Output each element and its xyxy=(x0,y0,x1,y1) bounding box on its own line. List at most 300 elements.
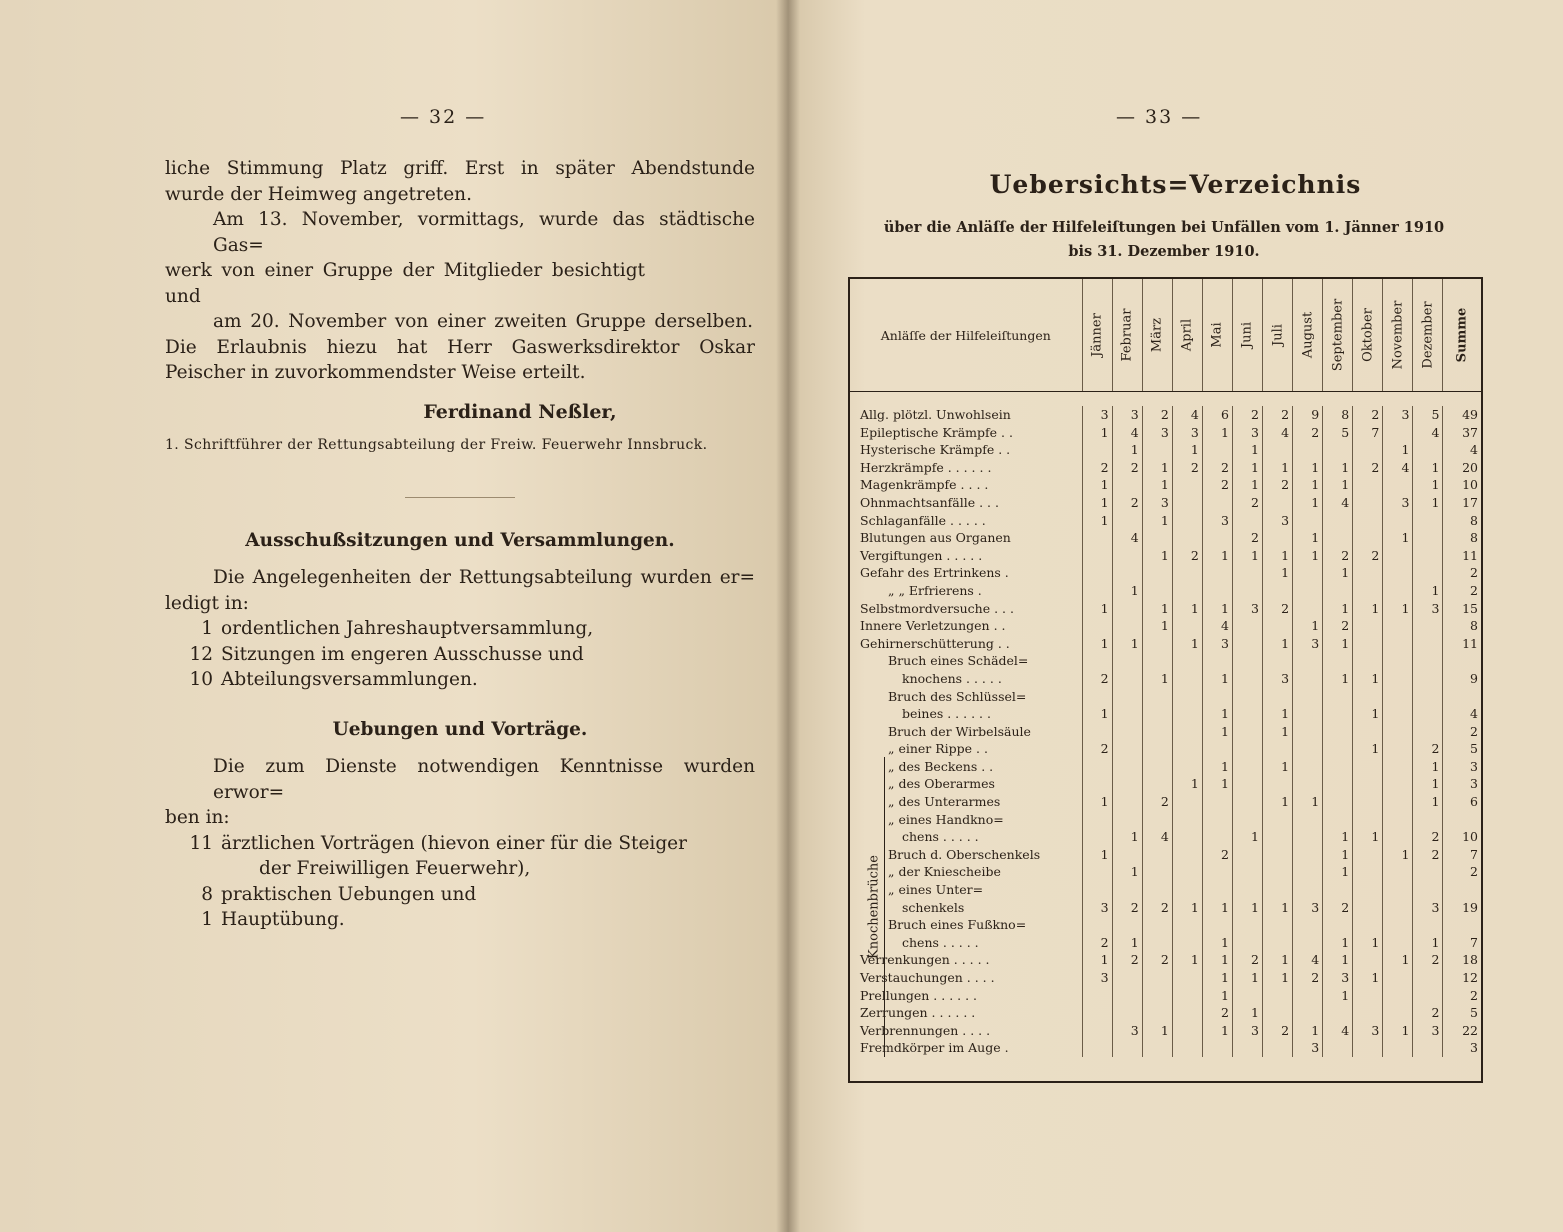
table-cell: 1 xyxy=(1263,459,1293,477)
right-page xyxy=(788,0,1563,1232)
table-cell: 1 xyxy=(1232,476,1262,494)
table-cell: 2 xyxy=(1112,899,1142,917)
table-cell xyxy=(1323,916,1353,934)
table-cell: 1 xyxy=(1112,635,1142,653)
table-cell: 3 xyxy=(1413,1022,1443,1040)
table-cell: 1 xyxy=(1323,863,1353,881)
table-cell xyxy=(1293,670,1323,688)
table-cell xyxy=(1112,617,1142,635)
table-cell xyxy=(1142,775,1172,793)
table-cell: 2 xyxy=(1413,740,1443,758)
table-cell xyxy=(1293,441,1323,459)
table-cell: 1 xyxy=(1323,670,1353,688)
list-item: 8 praktischen Uebungen und xyxy=(201,883,477,905)
table-cell: 1 xyxy=(1293,793,1323,811)
table-cell: 1 xyxy=(1293,1022,1323,1040)
table-cell xyxy=(1293,863,1323,881)
table-cell: 2 xyxy=(1082,670,1112,688)
table-cell: 1 xyxy=(1353,670,1383,688)
table-cell: 2 xyxy=(1232,951,1262,969)
sum-cell: 5 xyxy=(1470,1005,1478,1021)
table-cell: 3 xyxy=(1383,406,1413,424)
table-cell: 9 xyxy=(1293,406,1323,424)
table-cell: 3 xyxy=(1232,424,1262,442)
table-cell xyxy=(1112,846,1142,864)
table-cell xyxy=(1353,723,1383,741)
table-row xyxy=(850,1039,1481,1057)
text-line: werk von einer Gruppe der Mitglieder besichtigt und xyxy=(165,260,645,307)
table-cell: 2 xyxy=(1112,951,1142,969)
table-cell: 3 xyxy=(1112,406,1142,424)
sum-cell: 11 xyxy=(1462,635,1478,651)
table-cell xyxy=(1293,564,1323,582)
month-header xyxy=(1172,279,1202,392)
table-cell: 1 xyxy=(1202,969,1232,987)
table-cell xyxy=(1263,617,1293,635)
table-row xyxy=(850,934,1481,952)
row-label: Zerrungen . . . . . . xyxy=(850,1004,1082,1022)
table-row xyxy=(850,441,1481,459)
table-cell xyxy=(1353,846,1383,864)
table-cell: 1 xyxy=(1112,934,1142,952)
table-cell: 2 xyxy=(1232,529,1262,547)
row-label: Bruch der Wirbelsäule xyxy=(850,723,1082,741)
table-cell xyxy=(1413,688,1443,706)
table-cell xyxy=(1413,969,1443,987)
row-label: Bruch eines Schädel= xyxy=(850,652,1082,670)
table-cell xyxy=(1232,582,1262,600)
table-cell: 1 xyxy=(1263,723,1293,741)
table-cell xyxy=(1172,512,1202,530)
table-cell xyxy=(1142,740,1172,758)
table-row xyxy=(850,547,1481,565)
table-cell: 1 xyxy=(1232,547,1262,565)
table-cell: 1 xyxy=(1293,617,1323,635)
table-cell: 1 xyxy=(1413,494,1443,512)
table-cell xyxy=(1293,811,1323,829)
month-label: März xyxy=(1149,317,1165,353)
sum-cell xyxy=(1443,652,1481,670)
table-cell: 4 xyxy=(1263,424,1293,442)
table-cell: 1 xyxy=(1112,582,1142,600)
table-cell: 1 xyxy=(1112,828,1142,846)
sum-cell: 10 xyxy=(1462,477,1478,493)
table-cell: 1 xyxy=(1232,828,1262,846)
table-cell: 1 xyxy=(1383,441,1413,459)
row-label: „ einer Rippe . . xyxy=(850,740,1082,758)
table-cell xyxy=(1413,705,1443,723)
table-cell xyxy=(1383,758,1413,776)
sum-cell: 19 xyxy=(1462,899,1478,915)
table-cell xyxy=(1082,881,1112,899)
table-cell xyxy=(1172,793,1202,811)
table-cell: 2 xyxy=(1413,951,1443,969)
row-label: Magenkrämpfe . . . . xyxy=(850,476,1082,494)
table-cell: 4 xyxy=(1413,424,1443,442)
table-row xyxy=(850,846,1481,864)
table-cell xyxy=(1353,811,1383,829)
table-cell xyxy=(1172,564,1202,582)
table-cell xyxy=(1232,934,1262,952)
table-cell xyxy=(1202,652,1232,670)
table-cell xyxy=(1232,512,1262,530)
table-cell: 1 xyxy=(1172,441,1202,459)
table-cell: 3 xyxy=(1112,1022,1142,1040)
row-label: „ des Oberarmes xyxy=(850,775,1082,793)
sum-cell: 3 xyxy=(1470,1040,1478,1056)
table-cell xyxy=(1172,758,1202,776)
table-cell: 3 xyxy=(1172,424,1202,442)
table-cell xyxy=(1353,863,1383,881)
table-cell: 7 xyxy=(1353,424,1383,442)
table-cell: 1 xyxy=(1202,600,1232,618)
table-cell xyxy=(1413,670,1443,688)
table-cell xyxy=(1383,1039,1413,1057)
table-cell xyxy=(1263,934,1293,952)
table-cell xyxy=(1082,1022,1112,1040)
table-cell: 3 xyxy=(1232,1022,1262,1040)
table-cell: 1 xyxy=(1383,846,1413,864)
table-cell: 1 xyxy=(1232,441,1262,459)
page-number-left: — 32 — xyxy=(400,106,487,128)
table-cell xyxy=(1353,793,1383,811)
sum-cell: 8 xyxy=(1470,530,1478,546)
table-cell: 1 xyxy=(1082,705,1112,723)
sum-cell xyxy=(1443,811,1481,829)
month-header xyxy=(1232,279,1262,392)
sum-cell: 2 xyxy=(1470,723,1478,739)
table-cell: 1 xyxy=(1142,476,1172,494)
table-cell xyxy=(1383,793,1413,811)
table-cell: 1 xyxy=(1353,969,1383,987)
table-cell: 1 xyxy=(1413,934,1443,952)
table-cell: 2 xyxy=(1142,951,1172,969)
row-label: Verbrennungen . . . . xyxy=(850,1022,1082,1040)
table-cell: 4 xyxy=(1142,828,1172,846)
table-cell: 8 xyxy=(1323,406,1353,424)
table-row xyxy=(850,951,1481,969)
table-cell xyxy=(1142,969,1172,987)
sum-cell: 8 xyxy=(1470,512,1478,528)
table-cell xyxy=(1082,828,1112,846)
table-cell xyxy=(1413,916,1443,934)
table-cell: 1 xyxy=(1232,459,1262,477)
table-cell xyxy=(1413,1039,1443,1057)
table-cell xyxy=(1202,441,1232,459)
table-row xyxy=(850,670,1481,688)
table-row xyxy=(850,881,1481,899)
sum-cell: 7 xyxy=(1470,846,1478,862)
row-label: Blutungen aus Organen xyxy=(850,529,1082,547)
table-cell xyxy=(1202,564,1232,582)
table-cell: 1 xyxy=(1142,1022,1172,1040)
table-cell: 1 xyxy=(1353,934,1383,952)
row-label: „ eines Unter= xyxy=(850,881,1082,899)
table-cell xyxy=(1383,740,1413,758)
list-item: 1 ordentlichen Jahreshauptversammlung, xyxy=(201,618,594,639)
table-cell: 4 xyxy=(1323,494,1353,512)
table-cell xyxy=(1232,916,1262,934)
table-cell: 1 xyxy=(1263,635,1293,653)
table-cell: 1 xyxy=(1202,987,1232,1005)
table-cell xyxy=(1232,987,1262,1005)
group-label: Knochenbrüche xyxy=(866,855,882,959)
table-cell xyxy=(1202,811,1232,829)
training-list xyxy=(165,831,755,933)
table-cell: 2 xyxy=(1202,1004,1232,1022)
list-item: 12 Sitzungen im engeren Ausschusse und xyxy=(189,643,584,665)
table-cell: 2 xyxy=(1112,494,1142,512)
table-cell: 1 xyxy=(1082,793,1112,811)
list-item: 10 Abteilungsversammlungen. xyxy=(189,669,478,690)
sum-cell: 2 xyxy=(1470,582,1478,598)
table-cell: 2 xyxy=(1413,1004,1443,1022)
table-cell xyxy=(1112,775,1142,793)
table-cell xyxy=(1263,1039,1293,1057)
table-cell: 2 xyxy=(1413,846,1443,864)
table-cell xyxy=(1383,828,1413,846)
text-line: wurde der Heimweg angetreten. xyxy=(165,183,472,205)
table-row xyxy=(850,459,1481,477)
month-header xyxy=(1293,279,1323,392)
table-cell xyxy=(1112,600,1142,618)
table-cell: 3 xyxy=(1293,635,1323,653)
month-label: Jänner xyxy=(1089,313,1105,357)
table-cell: 4 xyxy=(1172,406,1202,424)
table-cell: 2 xyxy=(1172,459,1202,477)
table-cell xyxy=(1202,916,1232,934)
table-cell xyxy=(1142,863,1172,881)
row-label: knochens . . . . . xyxy=(850,670,1082,688)
list-item: 11 ärztlichen Vorträgen (hievon einer für die Steiger xyxy=(189,832,687,854)
table-cell xyxy=(1263,1004,1293,1022)
section-heading: Ausschußsitzungen und Versammlungen. xyxy=(245,529,675,551)
sum-cell: 10 xyxy=(1462,829,1478,845)
table-cell xyxy=(1263,987,1293,1005)
table-cell: 4 xyxy=(1202,617,1232,635)
table-cell xyxy=(1323,582,1353,600)
month-header xyxy=(1082,279,1112,392)
sum-cell xyxy=(1443,881,1481,899)
table-cell xyxy=(1142,934,1172,952)
table-cell: 2 xyxy=(1142,406,1172,424)
table-cell xyxy=(1413,863,1443,881)
table-cell: 2 xyxy=(1082,459,1112,477)
table-cell: 2 xyxy=(1323,899,1353,917)
table-cell xyxy=(1232,863,1262,881)
table-cell xyxy=(1353,987,1383,1005)
table-cell: 4 xyxy=(1293,951,1323,969)
month-label: Dezember xyxy=(1420,301,1436,369)
table-cell xyxy=(1383,512,1413,530)
table-cell xyxy=(1202,688,1232,706)
table-cell: 1 xyxy=(1082,494,1112,512)
month-label: Oktober xyxy=(1360,308,1376,362)
table-cell: 1 xyxy=(1172,600,1202,618)
table-cell xyxy=(1263,688,1293,706)
table-cell xyxy=(1383,811,1413,829)
table-cell: 1 xyxy=(1353,740,1383,758)
table-cell xyxy=(1353,1039,1383,1057)
table-cell xyxy=(1353,1004,1383,1022)
table-cell: 1 xyxy=(1263,705,1293,723)
table-cell xyxy=(1232,723,1262,741)
table-cell xyxy=(1353,652,1383,670)
table-cell xyxy=(1142,811,1172,829)
table-cell: 6 xyxy=(1202,406,1232,424)
table-cell: 1 xyxy=(1293,476,1323,494)
table-cell xyxy=(1112,916,1142,934)
table-cell xyxy=(1232,846,1262,864)
table-title: Uebersichts=Verzeichnis xyxy=(989,170,1362,199)
sum-cell: 4 xyxy=(1470,706,1478,722)
table-cell xyxy=(1263,828,1293,846)
table-cell xyxy=(1172,987,1202,1005)
table-subtitle xyxy=(844,216,1484,264)
table-cell: 2 xyxy=(1263,476,1293,494)
table-cell xyxy=(1383,899,1413,917)
table-cell xyxy=(1082,775,1112,793)
table-cell xyxy=(1413,987,1443,1005)
table-cell xyxy=(1263,441,1293,459)
row-label: Gefahr des Ertrinkens . xyxy=(850,564,1082,582)
month-header xyxy=(1202,279,1232,392)
table-cell: 4 xyxy=(1323,1022,1353,1040)
statistics-table xyxy=(848,277,1483,1083)
table-cell xyxy=(1413,547,1443,565)
table-cell xyxy=(1293,987,1323,1005)
text-line: Peischer in zuvorkommendster Weise erteilt. xyxy=(165,362,586,383)
table-cell: 2 xyxy=(1323,617,1353,635)
table-cell: 1 xyxy=(1082,951,1112,969)
table-cell: 2 xyxy=(1263,406,1293,424)
group-bracket-knochenbrueche xyxy=(864,757,885,1057)
row-label: „ eines Handkno= xyxy=(850,811,1082,829)
row-label: Verstauchungen . . . . xyxy=(850,969,1082,987)
table-cell xyxy=(1383,652,1413,670)
book-gutter xyxy=(776,0,800,1232)
table-cell: 1 xyxy=(1202,670,1232,688)
table-header-row xyxy=(850,279,1481,392)
table-cell: 4 xyxy=(1383,459,1413,477)
month-label: Juni xyxy=(1239,321,1255,349)
table-cell xyxy=(1172,476,1202,494)
sum-cell: 6 xyxy=(1470,794,1478,810)
row-label: beines . . . . . . xyxy=(850,705,1082,723)
table-cell xyxy=(1353,758,1383,776)
text-line: Die zum Dienste notwendigen Kenntnisse wurden erwor= xyxy=(213,756,755,803)
table-cell: 3 xyxy=(1353,1022,1383,1040)
table-cell xyxy=(1142,635,1172,653)
table-cell: 2 xyxy=(1202,459,1232,477)
table-cell xyxy=(1232,564,1262,582)
table-cell xyxy=(1172,828,1202,846)
table-cell xyxy=(1383,1004,1413,1022)
table-cell xyxy=(1172,969,1202,987)
table-cell xyxy=(1172,1004,1202,1022)
table-cell xyxy=(1172,1039,1202,1057)
table-cell xyxy=(1293,758,1323,776)
table-cell xyxy=(1142,705,1172,723)
table-cell xyxy=(1202,828,1232,846)
table-cell xyxy=(1383,916,1413,934)
table-cell xyxy=(1323,775,1353,793)
table-cell xyxy=(1142,441,1172,459)
table-cell xyxy=(1323,512,1353,530)
table-cell xyxy=(1353,775,1383,793)
table-cell: 4 xyxy=(1112,424,1142,442)
table-cell xyxy=(1293,934,1323,952)
table-cell: 3 xyxy=(1202,512,1232,530)
table-cell: 1 xyxy=(1112,441,1142,459)
row-label: Allg. plötzl. Unwohlsein xyxy=(850,406,1082,424)
table-cell: 1 xyxy=(1293,547,1323,565)
table-cell xyxy=(1263,863,1293,881)
table-row xyxy=(850,1004,1481,1022)
table-cell xyxy=(1353,476,1383,494)
table-cell xyxy=(1383,775,1413,793)
table-cell xyxy=(1112,476,1142,494)
table-cell: 1 xyxy=(1413,793,1443,811)
month-label: November xyxy=(1390,300,1406,370)
table-cell: 1 xyxy=(1323,934,1353,952)
table-cell xyxy=(1112,1039,1142,1057)
table-cell: 1 xyxy=(1082,424,1112,442)
table-row xyxy=(850,512,1481,530)
table-cell xyxy=(1082,441,1112,459)
table-cell xyxy=(1413,652,1443,670)
table-cell xyxy=(1172,529,1202,547)
table-cell xyxy=(1413,811,1443,829)
table-cell xyxy=(1293,652,1323,670)
table-cell xyxy=(1172,652,1202,670)
table-cell xyxy=(1323,881,1353,899)
list-item-continuation: der Freiwilligen Feuerwehr), xyxy=(259,858,531,879)
table-cell xyxy=(1232,775,1262,793)
table-cell xyxy=(1232,670,1262,688)
table-row xyxy=(850,740,1481,758)
table-cell xyxy=(1112,1004,1142,1022)
table-cell xyxy=(1202,582,1232,600)
month-label: September xyxy=(1330,298,1346,372)
sum-cell: 20 xyxy=(1462,459,1478,475)
table-cell xyxy=(1202,740,1232,758)
table-cell: 1 xyxy=(1323,459,1353,477)
table-cell xyxy=(1172,670,1202,688)
data-table xyxy=(850,279,1481,1057)
row-label: Prellungen . . . . . . xyxy=(850,987,1082,1005)
table-cell: 1 xyxy=(1232,969,1262,987)
table-cell: 2 xyxy=(1353,547,1383,565)
table-cell: 1 xyxy=(1202,705,1232,723)
table-row xyxy=(850,987,1481,1005)
table-cell xyxy=(1413,512,1443,530)
left-page-text xyxy=(165,156,755,933)
table-cell xyxy=(1323,793,1353,811)
table-cell: 5 xyxy=(1323,424,1353,442)
table-cell: 1 xyxy=(1413,459,1443,477)
month-label: August xyxy=(1300,311,1316,359)
table-cell xyxy=(1112,652,1142,670)
column-header: Anläſſe der Hilfeleiſtungen xyxy=(850,279,1082,392)
sum-cell xyxy=(1443,916,1481,934)
table-cell xyxy=(1082,529,1112,547)
table-cell: 3 xyxy=(1383,494,1413,512)
table-cell xyxy=(1383,969,1413,987)
sum-cell: 2 xyxy=(1470,987,1478,1003)
table-cell xyxy=(1082,617,1112,635)
table-cell xyxy=(1112,987,1142,1005)
